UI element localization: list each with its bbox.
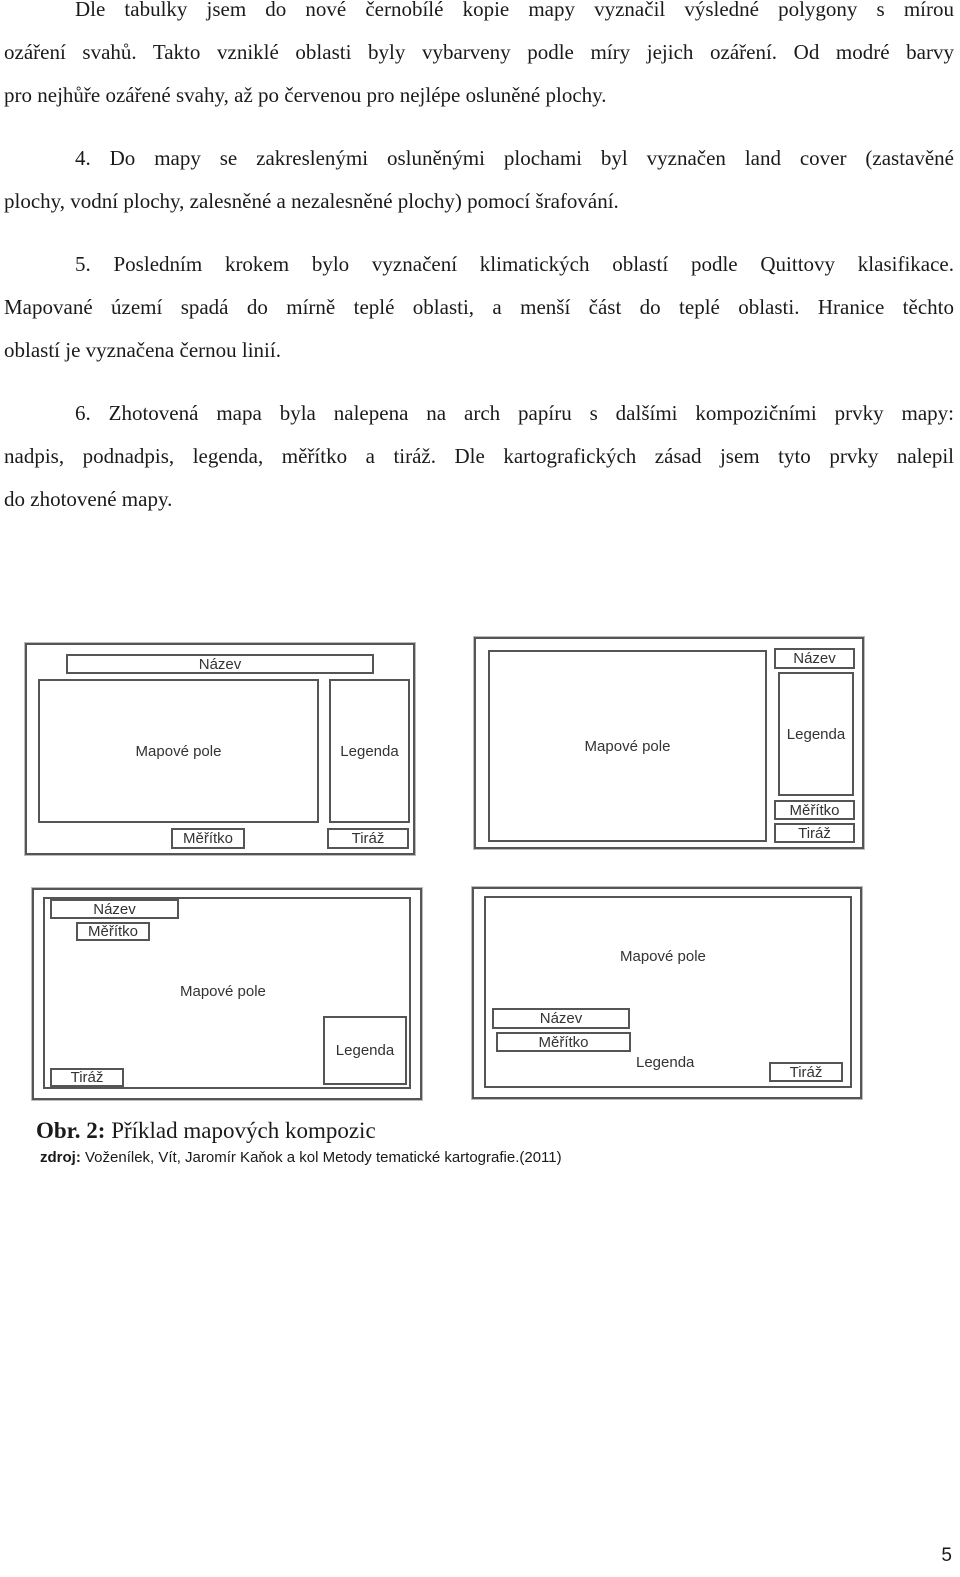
scale-box: Měřítko [76, 922, 150, 941]
figure-source-text: Voženílek, Vít, Jaromír Kaňok a kol Metody tematické kartografie.(2011) [85, 1149, 562, 1166]
title-box: Název [50, 899, 179, 919]
paragraph-line: do zhotovené mapy. [4, 487, 173, 511]
paragraph-4 [4, 137, 954, 223]
title-box: Název [66, 654, 374, 674]
page-number: 5 [941, 1545, 952, 1566]
figure-caption-text: Příklad mapových kompozic [111, 1118, 376, 1143]
paragraph-line: 4. Do mapy se zakreslenými osluněnými plochami byl vyznačen land cover (zastavěné [75, 146, 954, 170]
figure-source-prefix: zdroj: [40, 1149, 81, 1166]
legend-label: Legenda [636, 1054, 695, 1071]
paragraph-line: 5. Posledním krokem bylo vyznačení klimatických oblastí podle Quittovy klasifikace. [75, 252, 954, 276]
legend-box: Legenda [329, 679, 410, 823]
scale-box: Měřítko [774, 800, 855, 820]
colophon-box: Tiráž [50, 1068, 124, 1087]
map-field-label: Mapové pole [180, 983, 266, 1000]
paragraph-line: nadpis, podnadpis, legenda, měřítko a tiráž. Dle kartografických zásad jsem tyto prvky nalepil [4, 444, 954, 468]
figure-source [40, 1149, 562, 1166]
legend-box: Legenda [778, 672, 854, 796]
paragraph-5 [4, 243, 954, 372]
map-composition-3 [32, 888, 422, 1100]
colophon-box: Tiráž [774, 823, 855, 843]
legend-box: Legenda [323, 1016, 407, 1085]
map-composition-1 [25, 643, 415, 855]
paragraph-line: ozáření svahů. Takto vzniklé oblasti byly vybarveny podle míry jejich ozáření. Od modré barvy [4, 40, 954, 64]
paragraph-1 [4, 0, 954, 117]
paragraph-line: plochy, vodní plochy, zalesněné a nezalesněné plochy) pomocí šrafování. [4, 189, 619, 213]
scale-box: Měřítko [171, 828, 245, 849]
figure-caption-prefix: Obr. 2: [36, 1118, 106, 1143]
title-box: Název [774, 648, 855, 669]
map-composition-2 [474, 637, 864, 849]
paragraph-line: Dle tabulky jsem do nové černobílé kopie mapy vyznačil výsledné polygony s mírou [75, 0, 954, 21]
map-composition-4 [472, 887, 862, 1099]
paragraph-line: oblastí je vyznačena černou linií. [4, 338, 281, 362]
paragraph-line: pro nejhůře ozářené svahy, až po červenou pro nejlépe osluněné plochy. [4, 83, 607, 107]
map-field-label: Mapové pole [620, 948, 706, 965]
paragraph-6 [4, 392, 954, 521]
paragraph-line: Mapované území spadá do mírně teplé oblasti, a menší část do teplé oblasti. Hranice těchto [4, 295, 954, 319]
scale-box: Měřítko [496, 1032, 631, 1052]
figure-caption [36, 1118, 376, 1144]
title-box: Název [492, 1008, 630, 1029]
map-field-box: Mapové pole [488, 650, 767, 842]
colophon-box: Tiráž [327, 828, 409, 849]
map-field-box: Mapové pole [38, 679, 319, 823]
paragraph-line: 6. Zhotovená mapa byla nalepena na arch papíru s dalšími kompozičními prvky mapy: [75, 401, 954, 425]
colophon-box: Tiráž [769, 1062, 843, 1082]
